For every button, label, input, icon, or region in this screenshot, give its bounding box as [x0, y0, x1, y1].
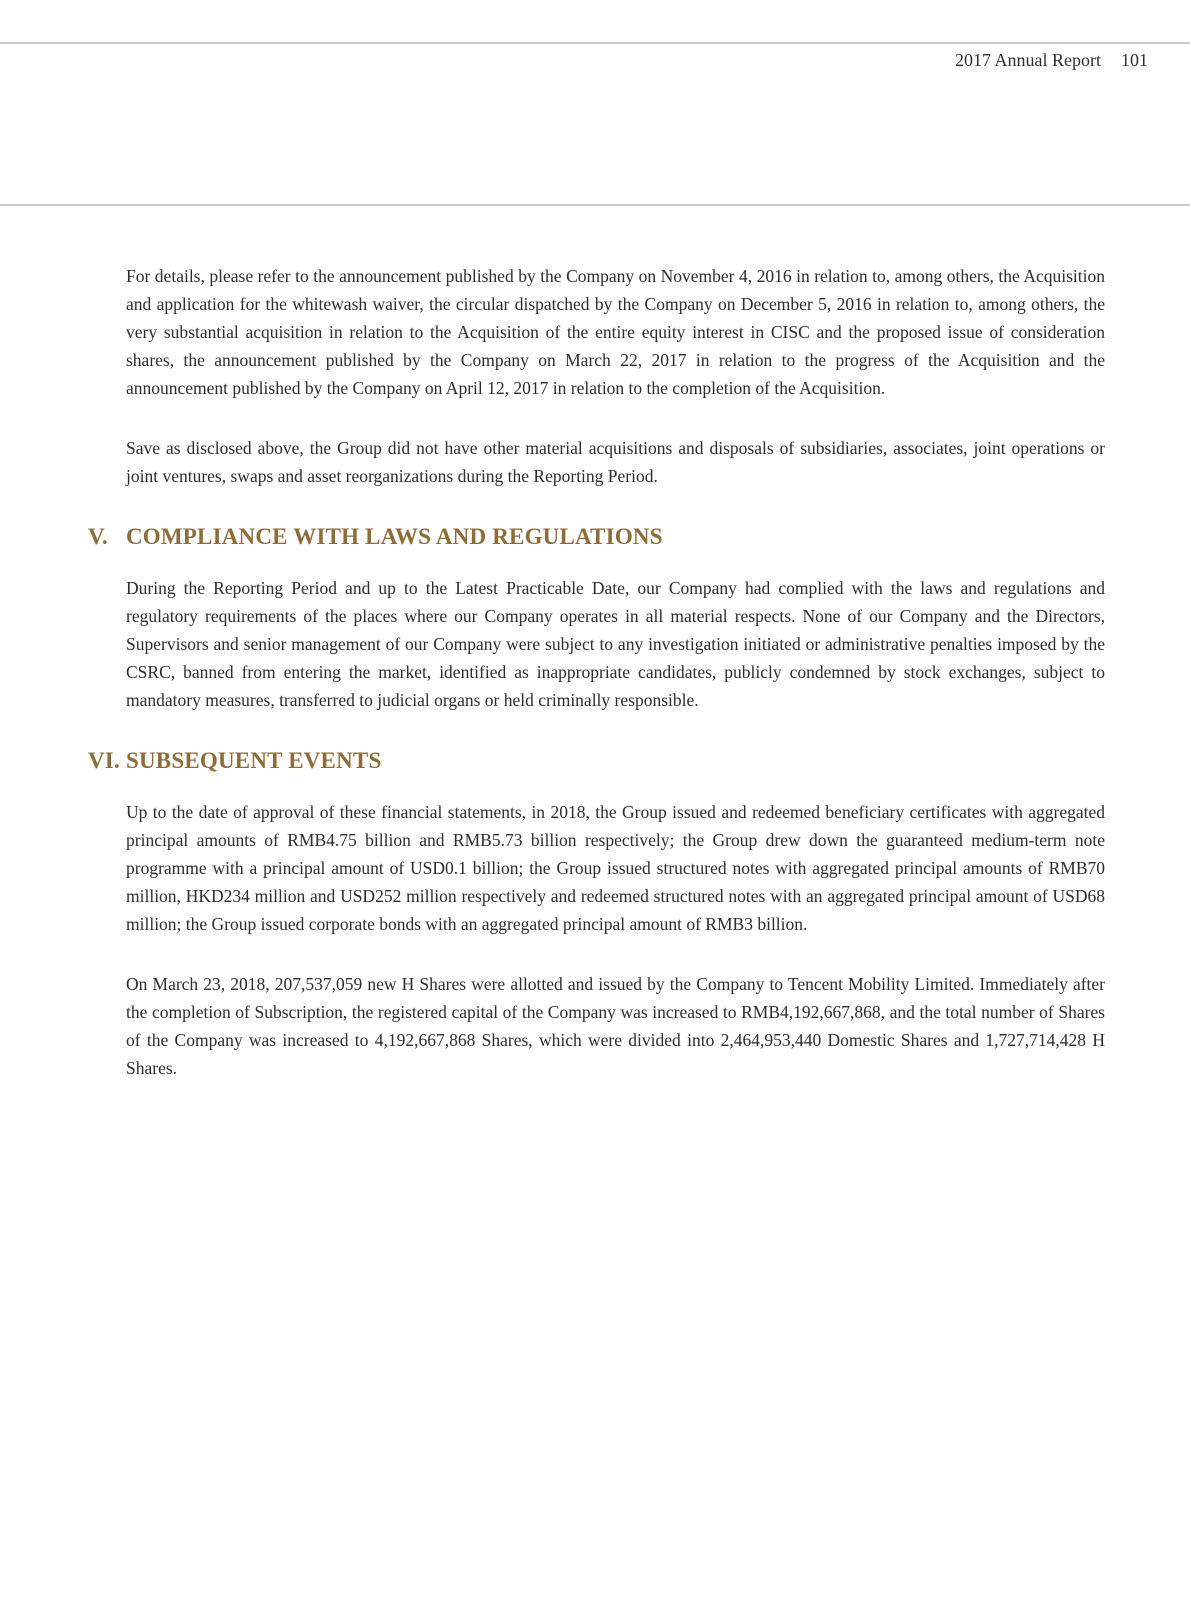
section-number: V. [88, 524, 108, 549]
paragraph-save-as-disclosed: Save as disclosed above, the Group did not have other material acquisitions and disposals of subsidiaries, associates, joint operations or joint ventures, swaps and asset reorganizations during the Reporting Period. [126, 438, 1105, 486]
page-content [88, 262, 1105, 1114]
section-title: SUBSEQUENT EVENTS [126, 748, 382, 773]
paragraph-subsequent-events-1: Up to the date of approval of these financial statements, in 2018, the Group issued and redeemed beneficiary certificates with aggregated principal amounts of RMB4.75 billion and RMB5.73 billion respectively; the Group drew down the guaranteed medium-term note programme with a principal amount of USD0.1 billion; the Group issued structured notes with aggregated principal amounts of RMB70 million, HKD234 million and USD252 million respectively and redeemed structured notes with an aggregated principal amount of USD68 million; the Group issued corporate bonds with an aggregated principal amount of RMB3 billion. [126, 802, 1105, 934]
page-header [955, 50, 1148, 71]
header-bottom-rule [0, 204, 1190, 206]
section-number: VI. [88, 748, 120, 773]
header-top-rule [0, 42, 1190, 44]
report-title: 2017 Annual Report [955, 50, 1101, 70]
section-title: COMPLIANCE WITH LAWS AND REGULATIONS [126, 524, 663, 549]
paragraph-subsequent-events-2: On March 23, 2018, 207,537,059 new H Shares were allotted and issued by the Company to Tencent Mobility Limited. Immediately after the completion of Subscription, the registered capital of the Company was increased to RMB4,192,667,868, and the total number of Shares of the Company was increased to 4,192,667,868 Shares, which were divided into 2,464,953,440 Domestic Shares and 1,727,714,428 H Shares. [126, 974, 1105, 1078]
page-number: 101 [1121, 50, 1148, 70]
section-heading-compliance [88, 522, 1105, 552]
paragraph-acquisition-details: For details, please refer to the announcement published by the Company on November 4, 2016 in relation to, among others, the Acquisition and application for the whitewash waiver, the circular dispatched by the Company on December 5, 2016 in relation to, among others, the very substantial acquisition in relation to the Acquisition of the entire equity interest in CISC and the proposed issue of consideration shares, the announcement published by the Company on March 22, 2017 in relation to the progress of the Acquisition and the announcement published by the Company on April 12, 2017 in relation to the completion of the Acquisition. [126, 266, 1105, 398]
paragraph-compliance: During the Reporting Period and up to the Latest Practicable Date, our Company had complied with the laws and regulations and regulatory requirements of the places where our Company operates in all material respects. None of our Company and the Directors, Supervisors and senior management of our Company were subject to any investigation initiated or administrative penalties imposed by the CSRC, banned from entering the market, identified as inappropriate candidates, publicly condemned by stock exchanges, subject to mandatory measures, transferred to judicial organs or held criminally responsible. [126, 578, 1105, 710]
section-heading-subsequent-events [88, 746, 1105, 776]
